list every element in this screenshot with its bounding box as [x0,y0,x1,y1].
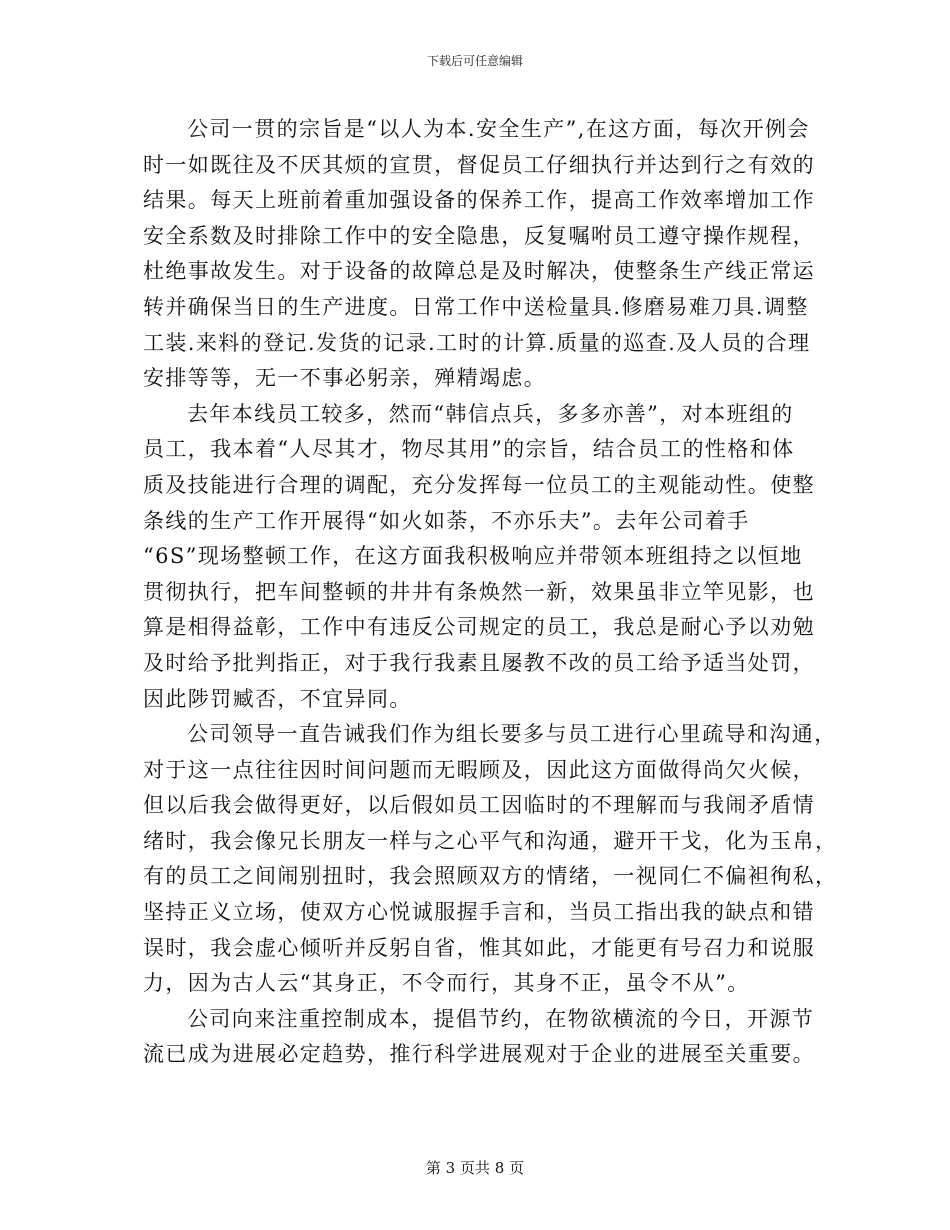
paragraph-3-line: 绪时，我会像兄长朋友一样与之心平气和沟通，避开干戈，化为玉帛， [143,828,838,853]
paragraph-1-line: 时一如既往及不厌其烦的宣贯，督促员工仔细执行并达到行之有效的 [143,152,815,177]
paragraph-1-line: 转并确保当日的生产进度。日常工作中送检量具.修磨易难刀具.调整 [143,294,809,319]
paragraph-1-line: 安排等等，无一不事必躬亲，殚精竭虑。 [143,366,547,391]
paragraph-3-line: 公司领导一直告诫我们作为组长要多与员工进行心里疏导和沟通， [187,722,837,747]
paragraph-3-line: 坚持正义立场，使双方心悦诚服握手言和，当员工指出我的缺点和错 [143,900,815,925]
paragraph-2-line: 质及技能进行合理的调配，充分发挥每一位员工的主观能动性。使整 [143,472,815,497]
paragraph-1-line: 杜绝事故发生。对于设备的故障总是及时解决，使整条生产线正常运 [143,259,815,284]
paragraph-3-line: 有的员工之间闹别扭时，我会照顾双方的情绪，一视同仁不偏袒徇私， [143,864,838,889]
page-number-footer: 第 3 页共 8 页 [425,1159,525,1177]
paragraph-4-line: 流已成为进展必定趋势，推行科学进展观对于企业的进展至关重要。 [143,1042,815,1067]
paragraph-2-line: 去年本线员工较多，然而“韩信点兵，多多亦善”，对本班组的 [187,401,794,426]
paragraph-3-line: 对于这一点往往因时间问题而无暇顾及，因此这方面做得尚欠火候， [143,757,815,782]
paragraph-3-line: 力，因为古人云“其身正，不令而行，其身不正，虽令不从”。 [143,971,750,996]
paragraph-1-line: 结果。每天上班前着重加强设备的保养工作，提高工作效率增加工作 [143,188,815,213]
paragraph-2-line: 贯彻执行，把车间整顿的井井有条焕然一新，效果虽非立竿见影，也 [143,579,815,604]
paragraph-4-line: 公司向来注重控制成本，提倡节约，在物欲横流的今日，开源节 [187,1006,815,1031]
paragraph-3-line: 误时，我会虚心倾听并反躬自省，惟其如此，才能更有号召力和说服 [143,935,815,960]
page-header: 下载后可任意编辑 [426,54,523,68]
paragraph-2-line: 算是相得益彰，工作中有违反公司规定的员工，我总是耐心予以劝勉 [143,615,815,640]
paragraph-1-line: 公司一贯的宗旨是“以人为本.安全生产”,在这方面，每次开例会 [187,117,810,141]
paragraph-2-line: “6S”现场整顿工作，在这方面我积极响应并带领本班组持之以恒地 [143,544,803,569]
document-body [143,112,838,1073]
paragraph-1-line: 安全系数及时排除工作中的安全隐患，反复嘱咐员工遵守操作规程， [143,223,815,248]
paragraph-3-line: 但以后我会做得更好，以后假如员工因临时的不理解而与我闹矛盾情 [143,793,815,818]
paragraph-2-line: 条线的生产工作开展得“如火如荼，不亦乐夫”。去年公司着手 [143,508,750,533]
paragraph-2-line: 员工，我本着“人尽其才，物尽其用”的宗旨，结合员工的性格和体 [143,437,795,462]
paragraph-1-line: 工装.来料的登记.发货的记录.工时的计算.质量的巡查.及人员的合理 [143,330,811,355]
paragraph-2-line: 及时给予批判指正，对于我行我素且屡教不改的员工给予适当处罚， [143,650,815,675]
paragraph-2-line: 因此陟罚臧否，不宜异同。 [143,686,412,711]
